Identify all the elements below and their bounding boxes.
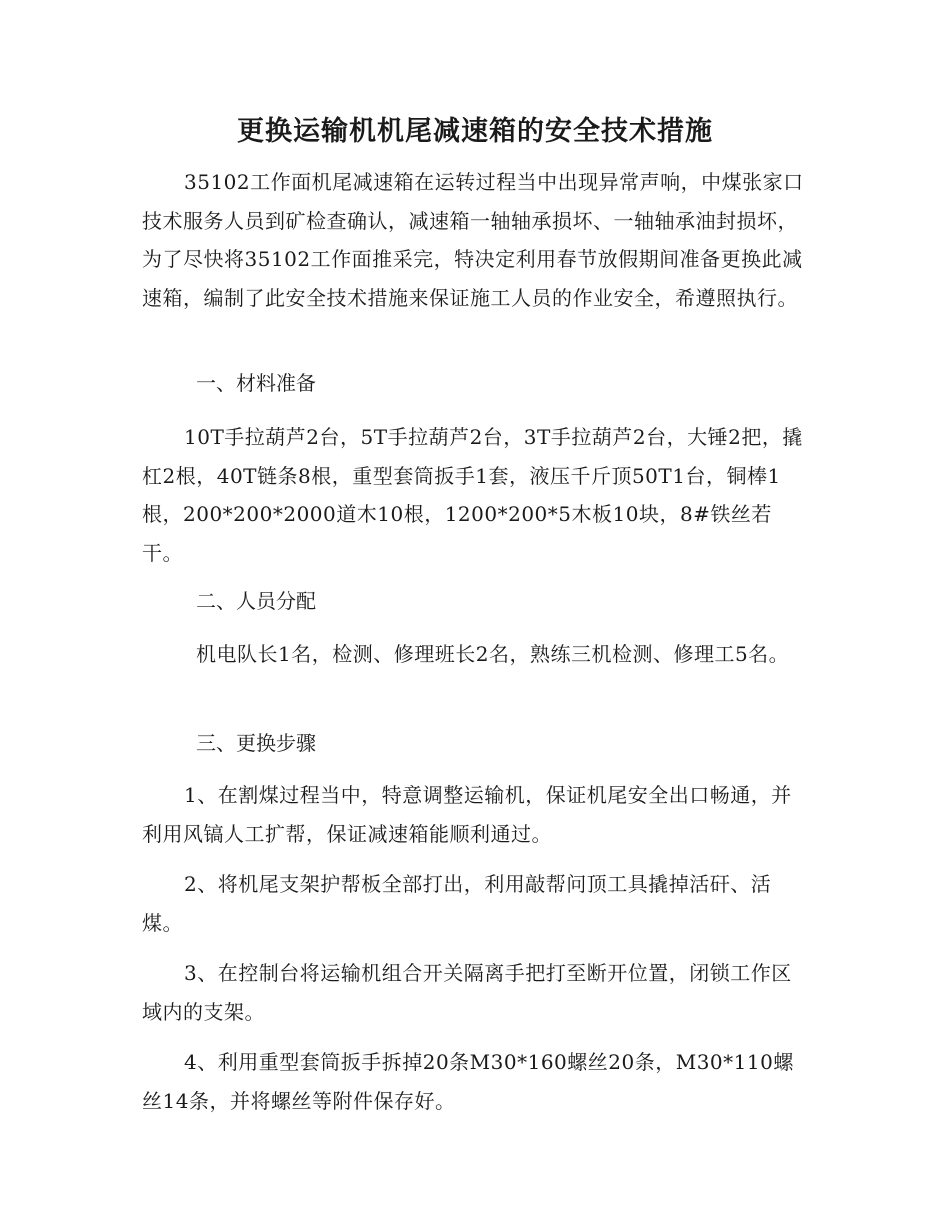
- section-heading-materials: 一、材料准备: [196, 371, 316, 395]
- section-heading-steps: 三、更换步骤: [196, 731, 316, 755]
- step-item-2: 2、将机尾支架护帮板全部打出，利用敲帮问顶工具撬掉活矸、活煤。: [142, 872, 772, 935]
- step-item-4: 4、利用重型套筒扳手拆掉20条M30*160螺丝20条，M30*110螺丝14条，并将螺丝等附件保存好。: [142, 1050, 794, 1113]
- document-title: 更换运输机机尾减速箱的安全技术措施: [237, 116, 713, 147]
- personnel-paragraph: 机电队长1名，检测、修理班长2名，熟练三机检测、修理工5名。: [196, 642, 790, 666]
- section-heading-personnel: 二、人员分配: [196, 589, 316, 613]
- step-item-1: 1、在割煤过程当中，特意调整运输机，保证机尾安全出口畅通，并利用风镐人工扩帮，保证减速箱能顺利通过。: [142, 783, 792, 846]
- materials-paragraph: 10T手拉葫芦2台，5T手拉葫芦2台，3T手拉葫芦2台，大锤2把，撬杠2根，40T链条8根，重型套筒扳手1套，液压千斤顶50T1台，铜棒1根，200*200*2000道木10根，1200*200*5木板10块，8#铁丝若干。: [142, 425, 803, 565]
- step-item-3: 3、在控制台将运输机组合开关隔离手把打至断开位置，闭锁工作区域内的支架。: [142, 961, 792, 1024]
- intro-paragraph: 35102工作面机尾减速箱在运转过程当中出现异常声响，中煤张家口技术服务人员到矿检查确认，减速箱一轴轴承损坏、一轴轴承油封损坏，为了尽快将35102工作面推采完，特决定利用春节放假期间准备更换此减速箱，编制了此安全技术措施来保证施工人员的作业安全，希遵照执行。: [142, 170, 804, 310]
